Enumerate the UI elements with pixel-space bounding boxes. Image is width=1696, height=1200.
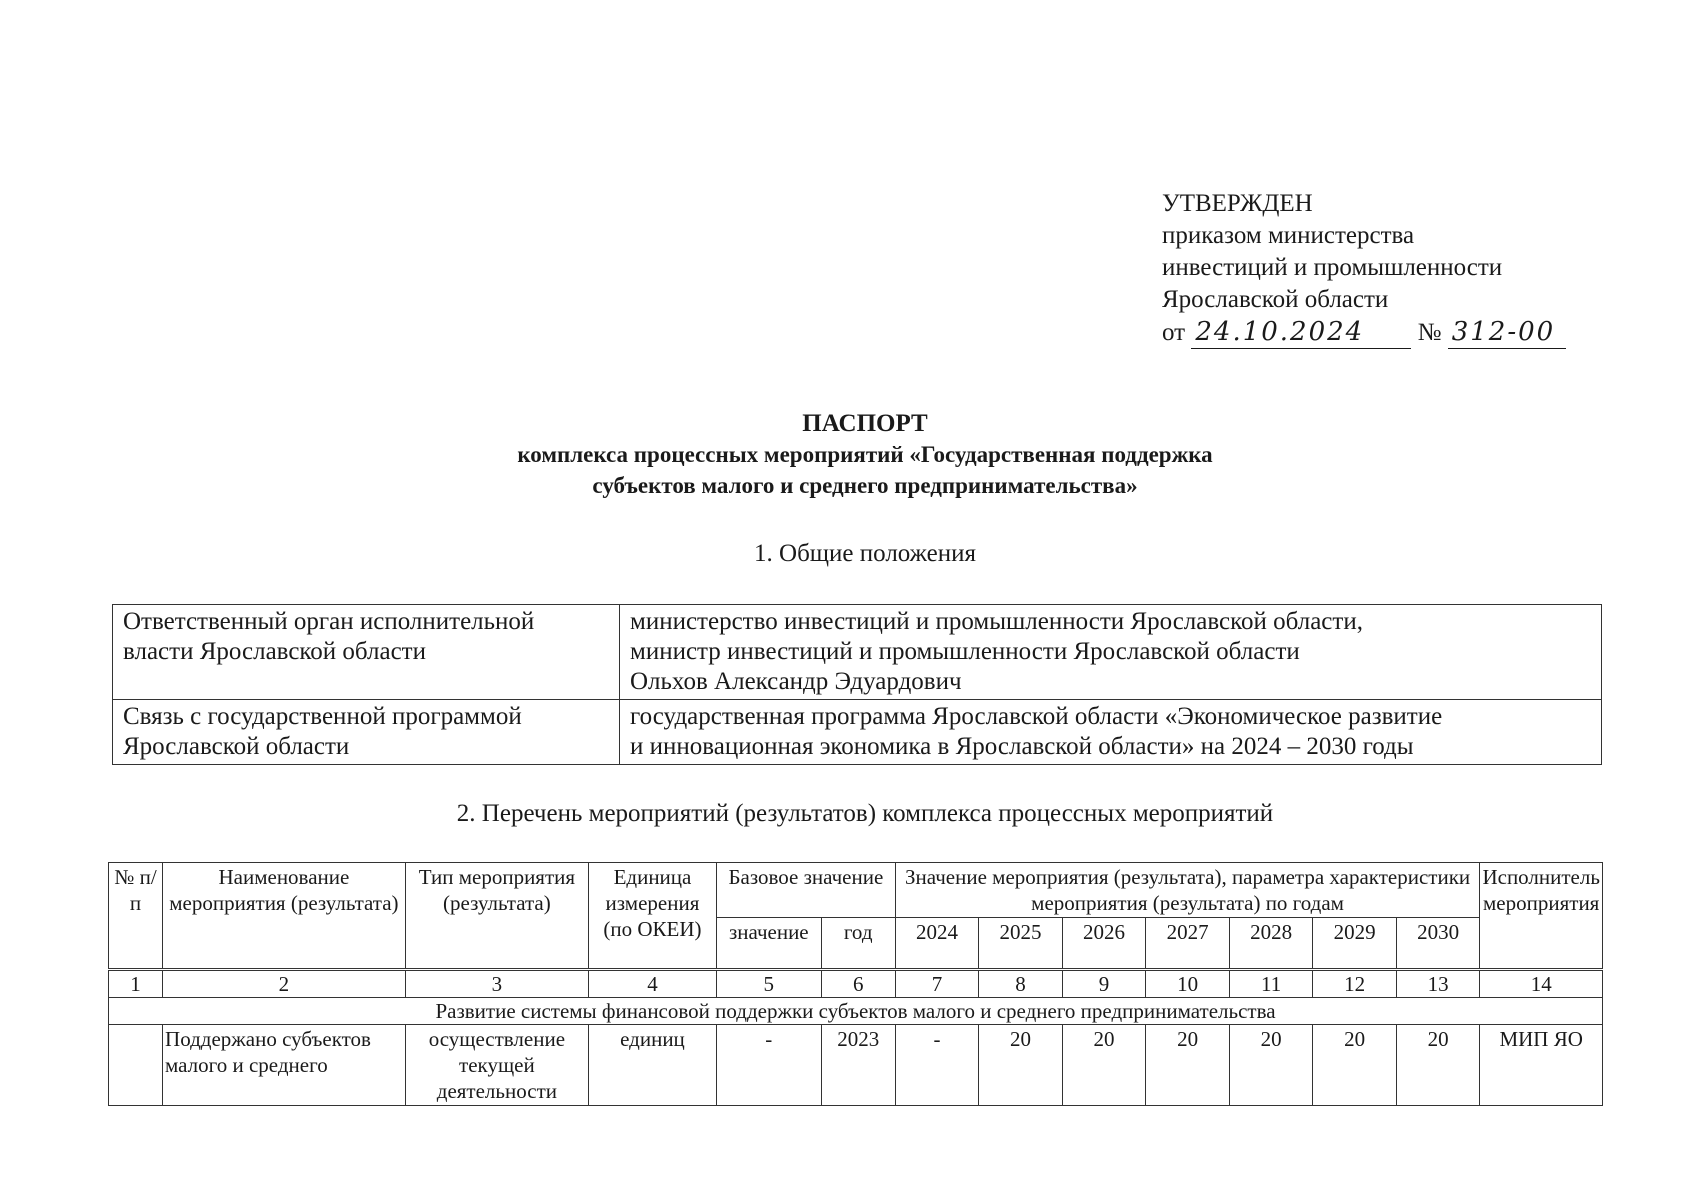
col-year-header: 2027 xyxy=(1146,918,1230,970)
column-number: 6 xyxy=(821,970,895,998)
table-row xyxy=(113,700,1602,765)
col-year-header: 2028 xyxy=(1229,918,1313,970)
section-1-heading: 1. Общие положения xyxy=(754,540,976,567)
approval-line-2: инвестиций и промышленности xyxy=(1162,254,1503,281)
general-provisions-table xyxy=(112,604,1602,765)
section-title: Развитие системы финансовой поддержки субъектов малого и среднего предпринимательства xyxy=(109,998,1603,1025)
row-value: 20 xyxy=(979,1025,1063,1106)
row-name: Поддержано субъектов малого и среднего xyxy=(163,1025,406,1106)
column-number: 11 xyxy=(1229,970,1313,998)
program-link-value xyxy=(620,700,1602,765)
col-year-header: 2029 xyxy=(1313,918,1397,970)
document-title xyxy=(0,408,1696,501)
column-number: 13 xyxy=(1396,970,1480,998)
row-value: 20 xyxy=(1396,1025,1480,1106)
column-number: 3 xyxy=(405,970,588,998)
title-sub-2: субъектов малого и среднего предпринимательства» xyxy=(592,473,1138,498)
approval-number-label: № xyxy=(1417,319,1442,346)
row-executor: МИП ЯО xyxy=(1480,1025,1603,1106)
approval-line-3: Ярославской области xyxy=(1162,286,1389,313)
col-year-header: 2026 xyxy=(1062,918,1146,970)
approval-date-line xyxy=(1162,316,1566,349)
row-value: 20 xyxy=(1229,1025,1313,1106)
col-name-header: Наименование мероприятия (результата) xyxy=(163,863,406,970)
column-number: 14 xyxy=(1480,970,1603,998)
column-number: 1 xyxy=(109,970,163,998)
value-line: и инновационная экономика в Ярославской области» на 2024 – 2030 годы xyxy=(630,733,1414,760)
col-values-header: Значение мероприятия (результата), параметра характеристики мероприятия (результата) по годам xyxy=(895,863,1480,918)
column-number: 2 xyxy=(163,970,406,998)
row-value: 20 xyxy=(1146,1025,1230,1106)
row-value: 20 xyxy=(1313,1025,1397,1106)
approval-status: УТВЕРЖДЕН xyxy=(1162,190,1313,217)
approval-number: 312-00 xyxy=(1448,316,1566,349)
row-unit: единиц xyxy=(588,1025,716,1106)
col-year-header: 2030 xyxy=(1396,918,1480,970)
measures-table xyxy=(108,862,1603,1106)
program-link-label: Связь с государственной программой Ярославской области xyxy=(113,700,620,765)
header-row xyxy=(109,863,1603,918)
column-number: 7 xyxy=(895,970,979,998)
section-row xyxy=(109,998,1603,1025)
row-value: - xyxy=(895,1025,979,1106)
responsible-body-value xyxy=(620,605,1602,700)
title-main: ПАСПОРТ xyxy=(802,410,928,437)
approval-from-label: от xyxy=(1162,319,1186,346)
col-num-header: № п/п xyxy=(109,863,163,970)
value-line: Ольхов Александр Эдуардович xyxy=(630,668,962,695)
title-sub-1: комплекса процессных мероприятий «Государственная поддержка xyxy=(517,442,1213,467)
value-line: министр инвестиций и промышленности Ярославской области xyxy=(630,638,1300,665)
col-base-header: Базовое значение xyxy=(716,863,895,918)
approval-line-1: приказом министерства xyxy=(1162,222,1415,249)
col-year-header: 2025 xyxy=(979,918,1063,970)
section-2-heading: 2. Перечень мероприятий (результатов) комплекса процессных мероприятий xyxy=(456,800,1274,827)
column-number: 5 xyxy=(716,970,821,998)
row-value: 20 xyxy=(1062,1025,1146,1106)
col-base-value-header: значение xyxy=(716,918,821,970)
value-line: государственная программа Ярославской области «Экономическое развитие xyxy=(630,703,1443,730)
column-number: 10 xyxy=(1146,970,1230,998)
row-type: осуществление текущей деятельности xyxy=(405,1025,588,1106)
value-line: министерство инвестиций и промышленности Ярославской области, xyxy=(630,608,1363,635)
column-number: 8 xyxy=(979,970,1063,998)
col-unit-header: Единица измерения (по ОКЕИ) xyxy=(588,863,716,970)
approval-stamp xyxy=(1162,188,1566,349)
column-number: 9 xyxy=(1062,970,1146,998)
column-number-row xyxy=(109,970,1603,998)
table-row xyxy=(113,605,1602,700)
row-base-value: - xyxy=(716,1025,821,1106)
table-row xyxy=(109,1025,1603,1106)
col-executor-header: Исполнитель мероприятия xyxy=(1480,863,1603,970)
column-number: 12 xyxy=(1313,970,1397,998)
approval-date: 24.10.2024 xyxy=(1191,316,1411,349)
row-base-year: 2023 xyxy=(821,1025,895,1106)
col-base-year-header: год xyxy=(821,918,895,970)
row-num xyxy=(109,1025,163,1106)
responsible-body-label: Ответственный орган исполнительной власти Ярославской области xyxy=(113,605,620,700)
col-type-header: Тип мероприятия (результата) xyxy=(405,863,588,970)
col-year-header: 2024 xyxy=(895,918,979,970)
column-number: 4 xyxy=(588,970,716,998)
